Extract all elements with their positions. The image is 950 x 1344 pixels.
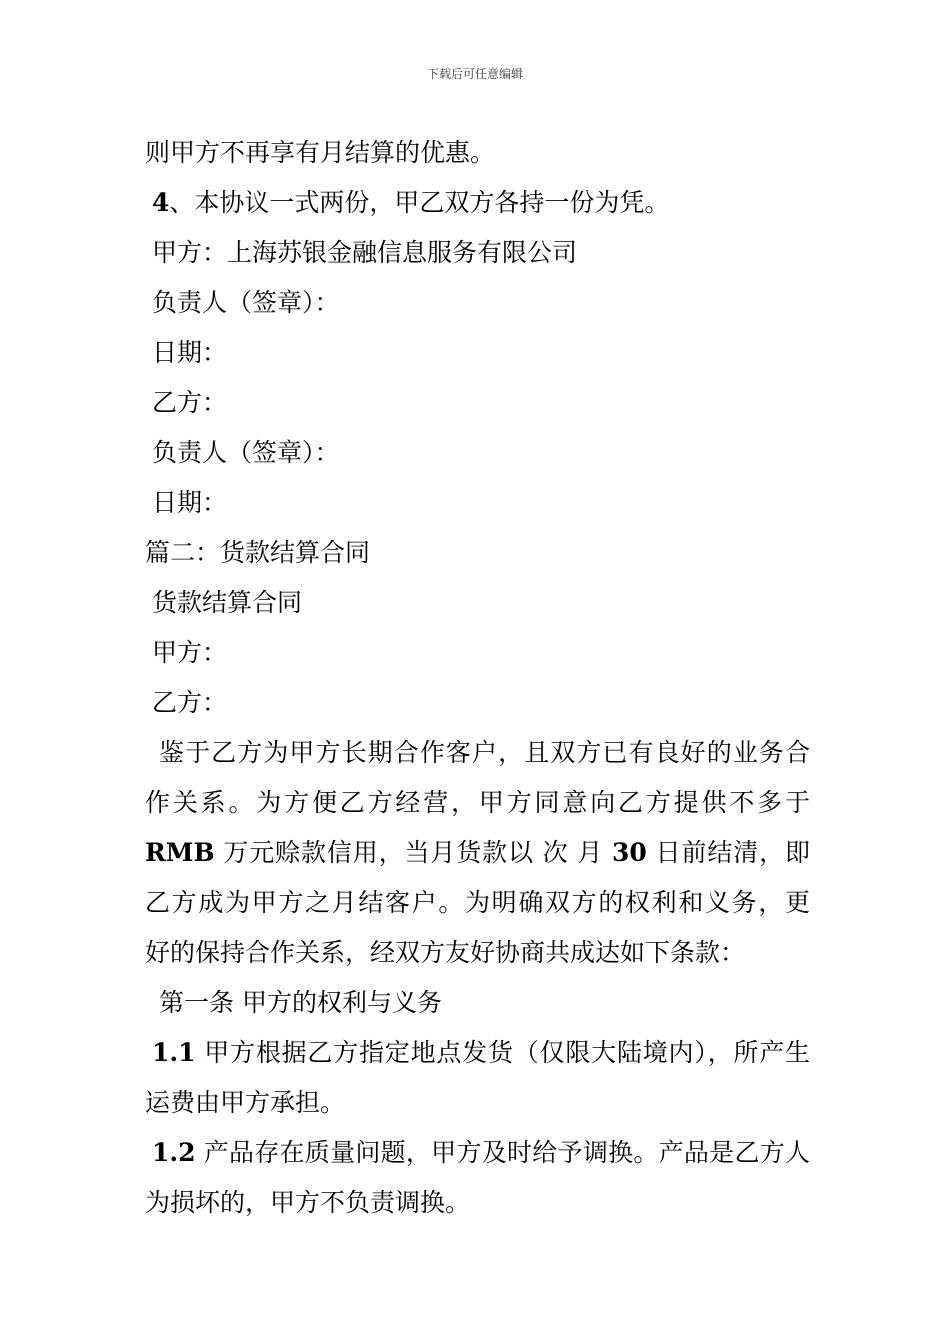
day-number: 30 [612, 838, 647, 867]
date-line: 日期： [152, 338, 228, 367]
preamble-text: 日前结清，即 [646, 838, 810, 867]
document-body [145, 128, 810, 1228]
section-heading: 篇二：货款结算合同 [145, 538, 371, 567]
clause-number: 1.1 [152, 1038, 196, 1067]
preamble-line: 作关系。为方便乙方经营，甲方同意向乙方提供不多于 [145, 788, 810, 817]
clause-continuation: 运费由甲方承担。 [145, 1088, 346, 1117]
party-b-line: 乙方： [152, 388, 228, 417]
clause-text: 产品存在质量问题，甲方及时给予调换。产品是乙方人 [195, 1138, 810, 1167]
clause-text: 、本协议一式两份，甲乙双方各持一份为凭。 [169, 188, 670, 217]
signatory-line: 负责人（签章）： [152, 438, 340, 467]
clause-number: 1.2 [152, 1138, 196, 1167]
preamble-line [145, 828, 810, 878]
text-line: 则甲方不再享有月结算的优惠。 [145, 138, 496, 167]
clause-4 [145, 178, 810, 228]
page-header: 下载后可任意编辑 [426, 67, 523, 81]
party-a-line: 甲方：上海苏银金融信息服务有限公司 [152, 238, 578, 267]
preamble-line: 鉴于乙方为甲方长期合作客户，且双方已有良好的业务合 [159, 738, 810, 767]
preamble-line: 乙方成为甲方之月结客户。为明确双方的权利和义务，更 [145, 888, 810, 917]
clause-1-1 [145, 1028, 810, 1078]
clause-text: 甲方根据乙方指定地点发货（仅限大陆境内），所产生 [195, 1038, 810, 1067]
preamble-line: 好的保持合作关系，经双方友好协商共成达如下条款： [145, 938, 746, 967]
preamble-text: 万元赊款信用，当月货款以 次 月 [214, 838, 613, 867]
signatory-line: 负责人（签章）： [152, 288, 340, 317]
clause-continuation: 为损坏的，甲方不负责调换。 [145, 1188, 471, 1217]
currency-code: RMB [145, 838, 215, 867]
article-heading: 第一条 甲方的权利与义务 [159, 988, 442, 1017]
clause-number: 4 [152, 188, 170, 217]
party-b-line: 乙方： [152, 688, 228, 717]
contract-title: 货款结算合同 [152, 588, 303, 617]
party-a-line: 甲方： [152, 638, 228, 667]
date-line: 日期： [152, 488, 228, 517]
clause-1-2 [145, 1128, 810, 1178]
